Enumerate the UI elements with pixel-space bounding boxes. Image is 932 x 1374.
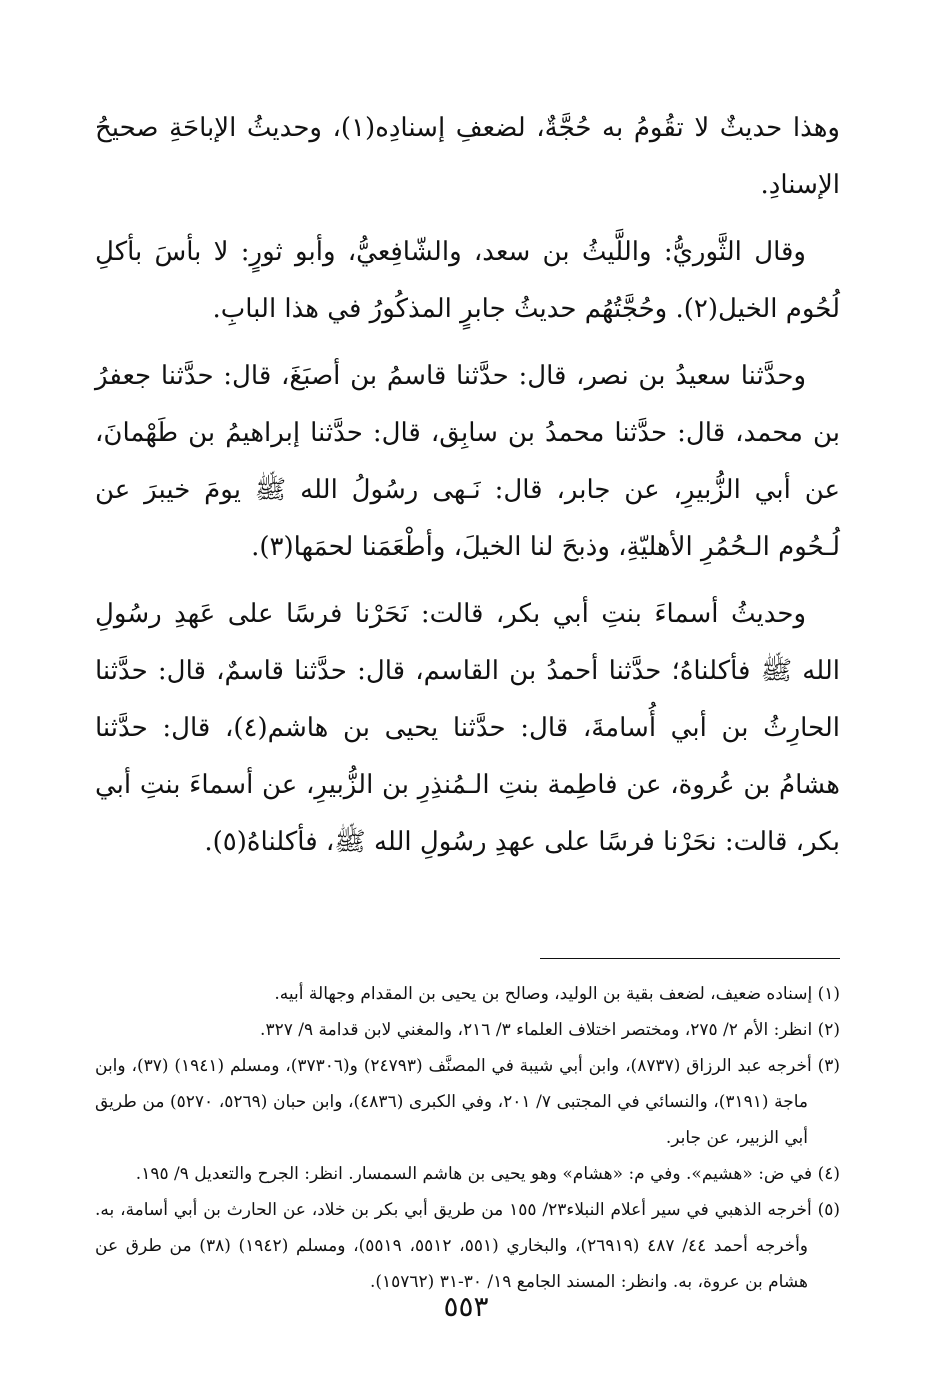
paragraph-1: وهذا حديثٌ لا تقُومُ به حُجَّةٌ، لضعفِ إسنادِه(١)، وحديثُ الإباحَةِ صحيحُ الإسنادِ.	[95, 113, 840, 200]
footnote-2: (٢) انظر: الأم ٢/ ٢٧٥، ومختصر اختلاف العلماء ٣/ ٢١٦، والمغني لابن قدامة ٩/ ٣٢٧.	[260, 1020, 840, 1040]
paragraph-4: وحديثُ أسماءَ بنتِ أبي بكر، قالت: نَحَرْنا فرسًا على عَهدِ رسُولِ الله ﷺ فأكلناهُ؛ حدَّثنا أحمدُ بن القاسم، قال: حدَّثنا قاسمٌ، قال: حدَّثنا الحارِثُ بن أبي أُسامةَ، قال: حدَّثنا يحيى بن هاشم(٤)، قال: حدَّثنا هشامُ بن عُروة، عن فاطِمة بنتِ الـمُنذِرِ بن الزُّبيرِ، عن أسماءَ بنتِ أبي بكر، قالت: نحَرْنا فرسًا على عهدِ رسُولِ الله ﷺ، فأكلناهُ(٥).	[95, 599, 840, 857]
footnote-4: (٤) في ض: «هشيم». وفي م: «هشام» وهو يحيى بن هاشم السمسار. انظر: الجرح والتعديل ٩/ ١٩٥.	[135, 1164, 840, 1184]
footnote-5: (٥) أخرجه الذهبي في سير أعلام النبلاء٢٣/ ١٥٥ من طريق أبي بكر بن خلاد، عن الحارث بن أبي أسامة، به. وأخرجه أحمد ٤٤/ ٤٨٧ (٢٦٩١٩)، والبخاري (٥٥١، ٥٥١٢، ٥٥١٩)، ومسلم (١٩٤٢) (٣٨) من طرق عن هشام بن عروة، به. وانظر: المسند الجامع ١٩/ ٣٠-٣١ (١٥٧٦٢).	[95, 1200, 840, 1292]
page-number: ٥٥٣	[443, 1290, 489, 1323]
main-text	[95, 100, 840, 871]
paragraph-3: وحدَّثنا سعيدُ بن نصر، قال: حدَّثنا قاسمُ بن أصبَغَ، قال: حدَّثنا جعفرُ بن محمد، قال: حدَّثنا محمدُ بن سابِق، قال: حدَّثنا إبراهيمُ بن طَهْمانَ، عن أبي الزُّبيرِ، عن جابر، قال: نَـهى رسُولُ الله ﷺ يومَ خيبرَ عن لُـحُوم الـحُمُرِ الأهليّةِ، وذبحَ لنا الخيلَ، وأطْعَمَنا لحمَها(٣).	[95, 361, 840, 562]
footnote-1: (١) إسناده ضعيف، لضعف بقية بن الوليد، وصالح بن يحيى بن المقدام وجهالة أبيه.	[274, 984, 840, 1004]
page-body	[95, 100, 841, 1292]
paragraph-2: وقال الثَّوريُّ: واللَّيثُ بن سعد، والشّافِعيُّ، وأبو ثورٍ: لا بأسَ بأكلِ لُحُوم الخيل(٢). وحُجَّتُهُم حديثُ جابرٍ المذكُورُ في هذا البابِ.	[95, 237, 840, 324]
footnote-divider	[540, 958, 840, 959]
footnote-3: (٣) أخرجه عبد الرزاق (٨٧٣٧)، وابن أبي شيبة في المصنَّف (٢٤٧٩٣) و(٣٧٣٠٦)، ومسلم (١٩٤١) (٣٧)، وابن ماجة (٣١٩١)، والنسائي في المجتبى ٧/ ٢٠١، وفي الكبرى (٤٨٣٦)، وابن حبان (٥٢٦٩، ٥٢٧٠) من طريق أبي الزبير، عن جابر.	[95, 1056, 841, 1148]
footnotes	[95, 976, 840, 1300]
